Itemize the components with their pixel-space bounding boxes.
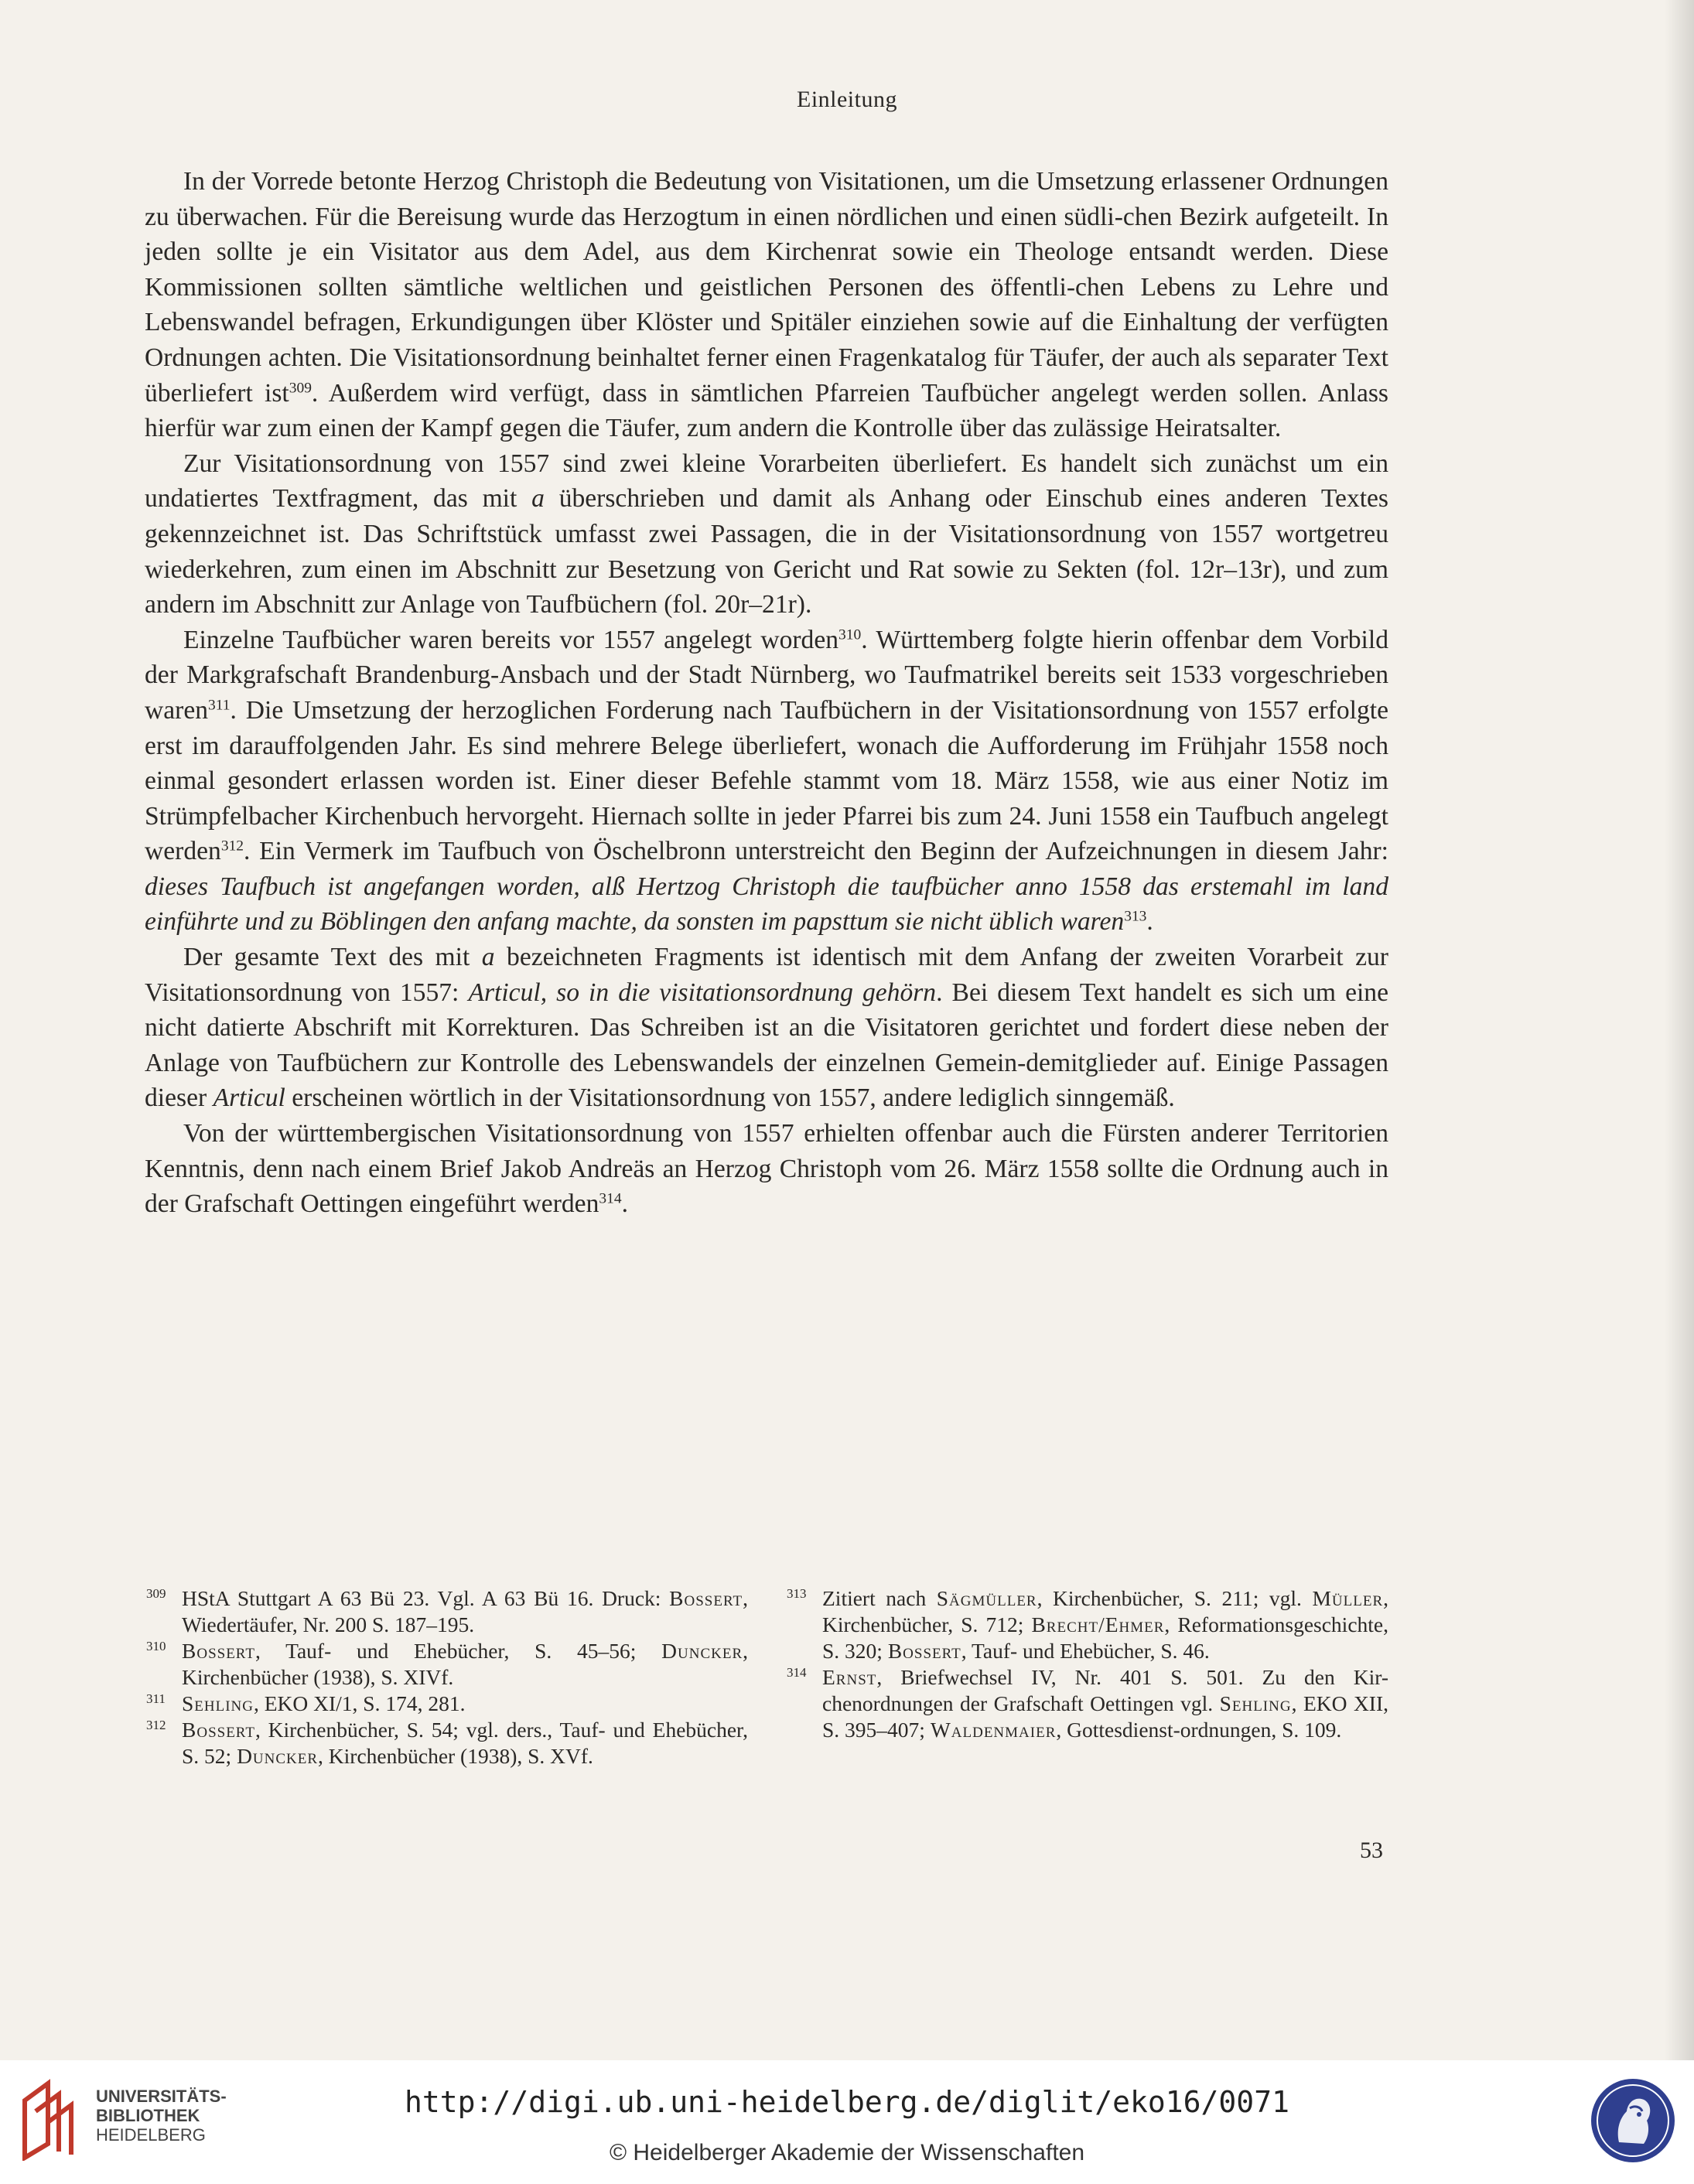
footnote-text: , Gottesdienst-ordnungen, S. 109. <box>1056 1718 1342 1742</box>
text-run: . Bei diesem Text handelt es sich um eine nicht datierte Abschrift mit Korrekturen. Das Schreiben ist an die Visitatoren gerichtet und fordert diese neben der Anlage von Taufbüchern zur Kontrolle des Lebenswandels der einzelnen Gemein-demitglieder auf. Einige Passagen dieser <box>145 978 1388 1113</box>
footnote-number: 309 <box>146 1586 166 1601</box>
footnote-text: , EKO XI/1, S. 174, 281. <box>254 1691 466 1715</box>
text-run: Einzelne Taufbücher waren bereits vor 1557 angelegt worden <box>183 625 839 654</box>
footnote-312 <box>145 1717 748 1769</box>
text-run: Zur Visitationsordnung von 1557 sind zwei kleine Vorarbeiten überliefert. Es handelt sich zunächst um ein undatiertes Textfragment, das mit <box>145 449 1388 514</box>
author-name: Bossert <box>887 1639 961 1663</box>
text-run: Der gesamte Text des mit <box>183 943 482 972</box>
footnote-number: 314 <box>787 1665 807 1680</box>
footnote-number: 310 <box>146 1639 166 1653</box>
author-name: Müller <box>1312 1586 1384 1610</box>
italic-text: Articul <box>213 1083 285 1113</box>
footnote-text: , Kirchenbücher, S. 211; vgl. <box>1037 1586 1313 1610</box>
text-run: . Außerdem wird verfügt, dass in sämtlichen Pfarreien Taufbücher angelegt werden sollen. Anlass hierfür war zum einen der Kampf gegen die Täufer, zum andern die Kontrolle über das zulässige Heiratsalter. <box>145 378 1388 443</box>
footnote-text: Zitiert nach <box>822 1586 937 1610</box>
library-name-line: HEIDELBERG <box>96 2125 206 2145</box>
footnote-310 <box>145 1638 748 1691</box>
text-run: überschrieben und damit als Anhang oder Einschub eines anderen Textes gekennzeichnet ist. Das Schriftstück umfasst zwei Passagen, die in der Visitationsordnung von 1557 wortgetreu wiederkehren, zum einen im Abschnitt zur Besetzung von Gericht und Rat sowie zu Sekten (fol. 12r–13r), und zum andern im Abschnitt zur Anlage von Taufbüchern (fol. 20r–21r). <box>145 484 1388 619</box>
italic-quote: dieses Taufbuch ist angefangen worden, alß Hertzog Christoph die taufbücher anno 1558 das erstemahl im land einführte und zu Böblingen den anfang machte, da sonsten im papsttum sie nicht üblich waren <box>145 872 1388 937</box>
footnote-ref[interactable]: 311 <box>208 697 231 714</box>
text-run: erscheinen wörtlich in der Visitationsordnung von 1557, andere lediglich sinngemäß. <box>285 1083 1175 1113</box>
italic-text: a <box>481 943 495 972</box>
footnote-text: , Briefwechsel IV, Nr. 401 S. 501. Zu den Kir-chenordnungen der Grafschaft Oettingen vgl. <box>822 1665 1388 1715</box>
text-run: bezeichneten Fragments ist identisch mit dem Anfang der zweiten Vorarbeit zur Visitationsordnung von 1557: <box>145 943 1388 1007</box>
text-run: Von der württembergischen Visitationsordnung von 1557 erhielten offenbar auch die Fürsten anderer Territorien Kenntnis, denn nach einem Brief Jakob Andreäs an Herzog Christoph vom 26. März 1558 sollte die Ordnung auch in der Grafschaft Oettingen eingeführt werden <box>145 1119 1388 1219</box>
body-text <box>145 164 1388 1222</box>
footnote-text: , Kirchenbücher (1938), S. XIVf. <box>182 1639 748 1689</box>
author-name: Sehling <box>182 1691 254 1715</box>
footnote-text: , Wiedertäufer, Nr. 200 S. 187–195. <box>182 1586 748 1636</box>
author-name: Bossert <box>669 1586 743 1610</box>
footnote-text: , Kirchenbücher, S. 54; vgl. ders., Tauf- und Ehebücher, S. 52; <box>182 1718 748 1768</box>
footnote-ref[interactable]: 313 <box>1124 908 1147 925</box>
italic-text: a <box>531 484 545 514</box>
footnote-column-right <box>785 1585 1388 1743</box>
footnote-text: , Tauf- und Ehebücher, S. 45–56; <box>254 1639 662 1663</box>
footnote-text: , EKO XII, S. 395–407; <box>822 1691 1388 1742</box>
paragraph <box>145 623 1388 940</box>
author-name: Waldenmaier <box>930 1718 1057 1742</box>
footnote-text: , Kirchenbücher, S. 712; <box>822 1586 1389 1636</box>
paragraph <box>145 1116 1388 1222</box>
footnote-ref[interactable]: 312 <box>220 838 244 855</box>
footnote-text: , Kirchenbücher (1938), S. XVf. <box>318 1744 593 1768</box>
footnote-314 <box>785 1664 1388 1743</box>
footnote-text: HStA Stuttgart A 63 Bü 23. Vgl. A 63 Bü 16. Druck: <box>182 1586 670 1610</box>
footnote-column-left <box>145 1585 748 1769</box>
footnote-309 <box>145 1585 748 1638</box>
page-edge-shadow <box>1665 0 1694 2060</box>
footnote-number: 312 <box>146 1718 166 1732</box>
copyright-notice: © Heidelberger Akademie der Wissenschaften <box>609 2140 1085 2165</box>
footnote-number: 313 <box>787 1586 807 1601</box>
author-name: Duncker <box>661 1639 743 1663</box>
library-name-line: BIBLIOTHEK <box>96 2106 200 2125</box>
paragraph <box>145 164 1388 446</box>
footnote-ref[interactable]: 310 <box>838 626 862 643</box>
author-name: Duncker <box>237 1744 319 1768</box>
footnote-ref[interactable]: 309 <box>289 379 312 396</box>
author-name: Brecht/Ehmer <box>1031 1612 1165 1636</box>
footnote-ref[interactable]: 314 <box>599 1190 622 1207</box>
footnote-number: 311 <box>146 1691 166 1706</box>
running-head: Einleitung <box>797 87 897 112</box>
author-name: Sägmüller <box>936 1586 1037 1610</box>
italic-title: Articul, so in die visitationsordnung gehörn <box>468 978 937 1007</box>
page-number: 53 <box>1360 1838 1383 1863</box>
permalink-url[interactable]: http://digi.ub.uni-heidelberg.de/diglit/eko16/0071 <box>405 2085 1289 2119</box>
text-run: In der Vorrede betonte Herzog Christoph die Bedeutung von Visitationen, um die Umsetzung erlassener Ordnungen zu überwachen. Für die Bereisung wurde das Herzogtum in einen nördlichen und einen südli-chen Bezirk aufgeteilt. In jeden sollte je ein Visitator aus dem Adel, aus dem Kirchenrat sowie ein Theologe entsandt werden. Diese Kommissionen sollten sämtliche weltlichen und geistlichen Personen des öffentli-chen Lebens zu Lehre und Lebenswandel befragen, Erkundigungen über Klöster und Spitäler einziehen sowie auf die Einhaltung der verfügten Ordnungen achten. Die Visitationsordnung beinhaltet ferner einen Fragenkatalog für Täufer, der auch als separater Text überliefert ist <box>145 167 1388 408</box>
text-run: . Ein Vermerk im Taufbuch von Öschelbronn unterstreicht den Beginn der Aufzeichnungen in diesem Jahr: <box>244 837 1388 866</box>
text-run: . Die Umsetzung der herzoglichen Forderung nach Taufbüchern in der Visitationsordnung von 1557 erfolgte erst im darauffolgenden Jahr. Es sind mehrere Belege überliefert, wonach die Aufforderung im Frühjahr 1558 noch einmal gesondert erlassen worden ist. Einer dieser Befehle stammt vom 18. März 1558, wie aus einer Notiz im Strümpfelbacher Kirchenbuch hervorgeht. Hiernach sollte in jeder Pfarrei bis zum 24. Juni 1558 ein Taufbuch angelegt werden <box>145 695 1388 866</box>
library-name-line: UNIVERSITÄTS- <box>96 2087 227 2106</box>
author-name: Bossert <box>182 1718 255 1742</box>
footnote-text: , Tauf- und Ehebücher, S. 46. <box>961 1639 1210 1663</box>
paragraph <box>145 446 1388 623</box>
text-run: . <box>621 1189 628 1219</box>
footnote-text: , Reformationsgeschichte, S. 320; <box>822 1612 1388 1663</box>
author-name: Sehling <box>1219 1691 1292 1715</box>
author-name: Bossert <box>182 1639 255 1663</box>
paragraph <box>145 940 1388 1116</box>
text-run: . Württemberg folgte hierin offenbar dem Vorbild der Markgrafschaft Brandenburg-Ansbach und der Stadt Nürnberg, wo Taufmatrikel bereits seit 1533 vorgeschrieben waren <box>145 625 1388 725</box>
text-run: . <box>1146 907 1153 937</box>
author-name: Ernst <box>822 1665 877 1689</box>
footnote-313 <box>785 1585 1388 1664</box>
academy-seal-icon <box>1590 2077 1676 2164</box>
footnote-311 <box>145 1691 748 1717</box>
